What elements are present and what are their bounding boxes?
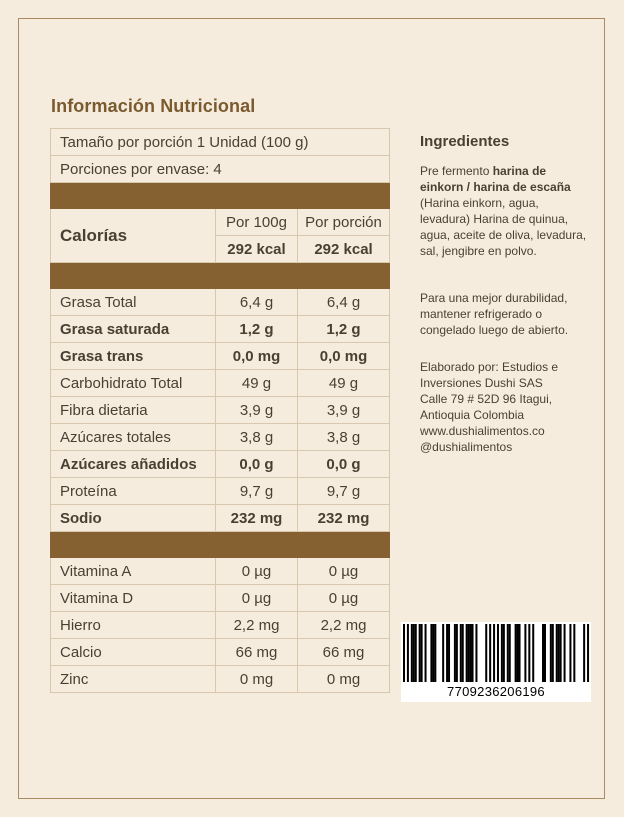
- nutrition-title: Información Nutricional: [51, 96, 256, 116]
- barcode-bar: [468, 624, 470, 682]
- ingredients-prefix: Pre fermento: [420, 164, 490, 178]
- barcode-bar: [466, 624, 468, 682]
- ingredients-bold: harina de einkorn / harina de escaña: [420, 164, 571, 194]
- barcode-bar: [560, 624, 562, 682]
- barcode-bar: [587, 624, 589, 682]
- barcode-bar: [497, 624, 499, 682]
- vitamin-label: Calcio: [51, 639, 216, 666]
- barcode: [401, 622, 591, 702]
- barcode-bar: [434, 624, 436, 682]
- nutrient-per100: 1,2 g: [216, 316, 298, 343]
- vitamin-row: [51, 639, 390, 666]
- nutrient-row: [51, 289, 390, 316]
- barcode-bar: [544, 624, 546, 682]
- vitamin-perserving: 2,2 mg: [298, 612, 390, 639]
- nutrient-perserving: 1,2 g: [298, 316, 390, 343]
- barcode-bar: [413, 624, 415, 682]
- calories-per100: 292 kcal: [216, 236, 298, 263]
- barcode-bar: [419, 624, 421, 682]
- barcode-bar: [573, 624, 575, 682]
- barcode-bar: [472, 624, 474, 682]
- barcode-bar: [446, 624, 448, 682]
- vitamin-row: [51, 666, 390, 693]
- barcode-bar: [524, 624, 526, 682]
- barcode-bar: [542, 624, 544, 682]
- vitamin-row: [51, 558, 390, 585]
- nutrient-row: [51, 478, 390, 505]
- nutrient-perserving: 0,0 g: [298, 451, 390, 478]
- nutrient-row: [51, 343, 390, 370]
- barcode-bar: [442, 624, 444, 682]
- nutrient-row: [51, 316, 390, 343]
- barcode-bar: [507, 624, 509, 682]
- barcode-bar: [475, 624, 477, 682]
- nutrient-row: [51, 451, 390, 478]
- nutrient-per100: 49 g: [216, 370, 298, 397]
- vitamin-label: Zinc: [51, 666, 216, 693]
- storage-line: mantener refrigerado o: [420, 307, 543, 321]
- nutrient-label: Proteína: [51, 478, 216, 505]
- vitamin-per100: 0 mg: [216, 666, 298, 693]
- barcode-bar: [403, 624, 405, 682]
- nutrient-per100: 232 mg: [216, 505, 298, 532]
- nutrient-perserving: 0,0 mg: [298, 343, 390, 370]
- barcode-bars: [401, 622, 591, 684]
- storage-line: Para una mejor durabilidad,: [420, 291, 568, 305]
- vitamin-label: Hierro: [51, 612, 216, 639]
- manufacturer-website: www.dushialimentos.co: [420, 424, 545, 438]
- serving-size: Tamaño por porción 1 Unidad (100 g): [51, 129, 390, 156]
- storage-note: [420, 290, 595, 338]
- barcode-bar: [489, 624, 491, 682]
- barcode-bar: [528, 624, 530, 682]
- nutrient-perserving: 3,9 g: [298, 397, 390, 424]
- vitamin-row: [51, 612, 390, 639]
- barcode-bar: [407, 624, 409, 682]
- nutrition-table: [50, 128, 390, 693]
- servings-per-container: Porciones por envase: 4: [51, 156, 390, 183]
- nutrient-per100: 9,7 g: [216, 478, 298, 505]
- barcode-bar: [552, 624, 554, 682]
- barcode-bar: [460, 624, 462, 682]
- nutrient-per100: 6,4 g: [216, 289, 298, 316]
- vitamin-perserving: 66 mg: [298, 639, 390, 666]
- vitamin-per100: 0 µg: [216, 585, 298, 612]
- barcode-bar: [411, 624, 413, 682]
- manufacturer-line: Inversiones Dushi SAS: [420, 376, 543, 390]
- barcode-bar: [519, 624, 521, 682]
- barcode-bar: [515, 624, 517, 682]
- nutrient-label: Azúcares añadidos: [51, 451, 216, 478]
- nutrient-perserving: 49 g: [298, 370, 390, 397]
- barcode-bar: [550, 624, 552, 682]
- barcode-bar: [432, 624, 434, 682]
- nutrient-row: [51, 424, 390, 451]
- nutrient-row: [51, 397, 390, 424]
- col-perserving-header: Por porción: [298, 209, 390, 236]
- manufacturer-line: Elaborado por: Estudios e: [420, 360, 559, 374]
- nutrient-per100: 0,0 g: [216, 451, 298, 478]
- nutrient-row: [51, 505, 390, 532]
- vitamin-perserving: 0 µg: [298, 558, 390, 585]
- ingredients-rest: (Harina einkorn, agua, levadura) Harina de quinua, agua, aceite de oliva, levadura, sal, jengibre en polvo.: [420, 196, 587, 258]
- vitamin-per100: 0 µg: [216, 558, 298, 585]
- vitamin-perserving: 0 µg: [298, 585, 390, 612]
- separator-band: [51, 532, 390, 558]
- nutrient-label: Sodio: [51, 505, 216, 532]
- barcode-bar: [421, 624, 423, 682]
- barcode-bar: [501, 624, 503, 682]
- vitamin-label: Vitamina A: [51, 558, 216, 585]
- manufacturer-social: @dushialimentos: [420, 440, 513, 454]
- barcode-bar: [415, 624, 417, 682]
- nutrient-label: Fibra dietaria: [51, 397, 216, 424]
- ingredients-text: [420, 163, 590, 259]
- barcode-bar: [485, 624, 487, 682]
- nutrient-label: Grasa Total: [51, 289, 216, 316]
- barcode-bar: [425, 624, 427, 682]
- ingredients-title: Ingredientes: [420, 133, 510, 150]
- barcode-bar: [564, 624, 566, 682]
- barcode-bar: [532, 624, 534, 682]
- barcode-bar: [448, 624, 450, 682]
- barcode-bar: [517, 624, 519, 682]
- barcode-bar: [430, 624, 432, 682]
- calories-perserving: 292 kcal: [298, 236, 390, 263]
- nutrient-per100: 3,8 g: [216, 424, 298, 451]
- separator-band: [51, 183, 390, 209]
- barcode-bar: [558, 624, 560, 682]
- col-per100-header: Por 100g: [216, 209, 298, 236]
- manufacturer-line: Antioquia Colombia: [420, 408, 525, 422]
- manufacturer-info: [420, 359, 595, 455]
- barcode-bar: [493, 624, 495, 682]
- nutrient-label: Grasa saturada: [51, 316, 216, 343]
- nutrient-label: Azúcares totales: [51, 424, 216, 451]
- barcode-bar: [583, 624, 585, 682]
- nutrient-label: Grasa trans: [51, 343, 216, 370]
- barcode-bar: [454, 624, 456, 682]
- separator-band: [51, 263, 390, 289]
- barcode-number: 7709236206196: [447, 684, 545, 699]
- nutrient-per100: 3,9 g: [216, 397, 298, 424]
- vitamin-per100: 2,2 mg: [216, 612, 298, 639]
- barcode-bar: [470, 624, 472, 682]
- vitamin-perserving: 0 mg: [298, 666, 390, 693]
- nutrient-perserving: 232 mg: [298, 505, 390, 532]
- vitamin-row: [51, 585, 390, 612]
- barcode-bar: [456, 624, 458, 682]
- barcode-bar: [462, 624, 464, 682]
- barcode-bar: [556, 624, 558, 682]
- calories-label: Calorías: [51, 209, 216, 263]
- barcode-bar: [569, 624, 571, 682]
- barcode-bar: [509, 624, 511, 682]
- barcode-bar: [503, 624, 505, 682]
- nutrient-perserving: 9,7 g: [298, 478, 390, 505]
- nutrient-per100: 0,0 mg: [216, 343, 298, 370]
- nutrient-row: [51, 370, 390, 397]
- vitamin-per100: 66 mg: [216, 639, 298, 666]
- vitamin-label: Vitamina D: [51, 585, 216, 612]
- nutrient-perserving: 3,8 g: [298, 424, 390, 451]
- manufacturer-line: Calle 79 # 52D 96 Itagui,: [420, 392, 553, 406]
- nutrient-label: Carbohidrato Total: [51, 370, 216, 397]
- storage-line: congelado luego de abierto.: [420, 323, 569, 337]
- nutrient-perserving: 6,4 g: [298, 289, 390, 316]
